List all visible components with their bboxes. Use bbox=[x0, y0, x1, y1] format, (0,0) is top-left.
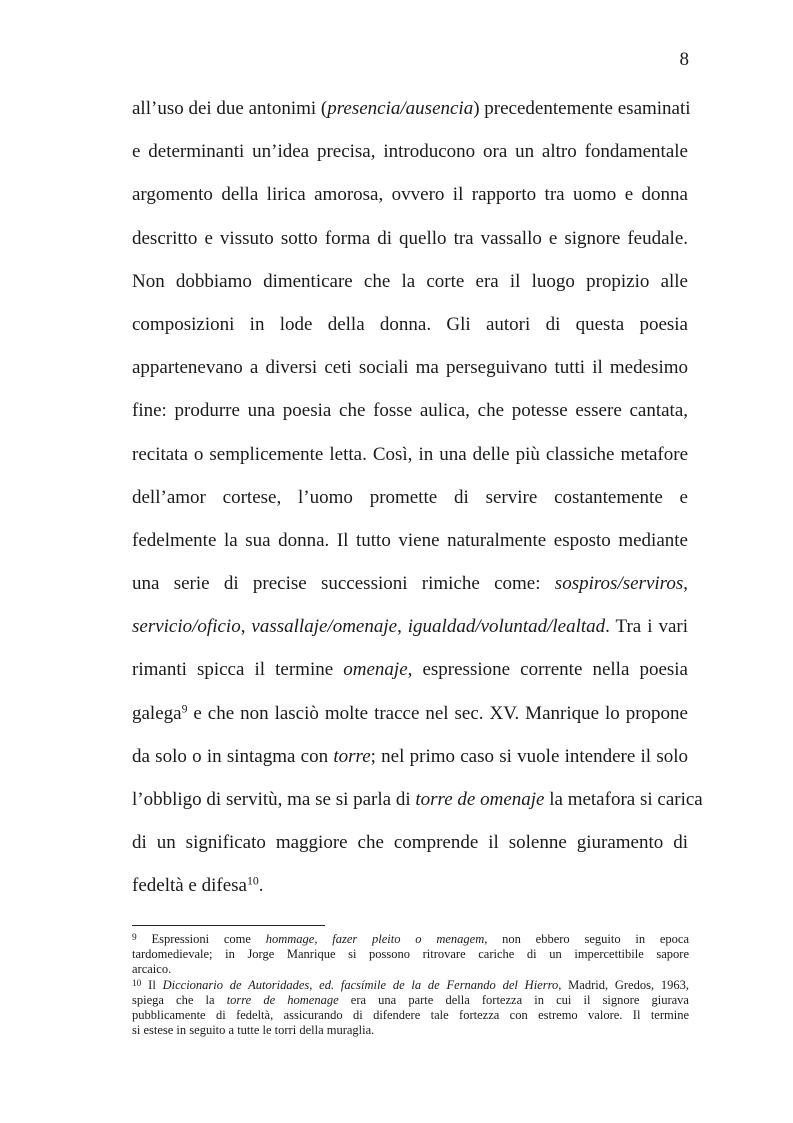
body-line: fine: produrre una poesia che fosse aulica, che potesse essere cantata, bbox=[132, 400, 688, 422]
body-line: appartenevano a diversi ceti sociali ma perseguivano tutti il medesimo bbox=[132, 357, 688, 379]
page-number: 8 bbox=[679, 49, 689, 70]
body-line: galega$^9$ e che non lasciò molte tracce nel sec. XV. Manrique lo propone bbox=[132, 702, 688, 724]
italic-text: sospiros/serviros bbox=[554, 573, 684, 595]
italic-text: Diccionario de Autoridades, ed. facsímile de la de Fernando del Hierro bbox=[162, 977, 559, 992]
body-line: di un significato maggiore che comprende il solenne giuramento di bbox=[132, 832, 688, 854]
footnote-line: tardomedievale; in Jorge Manrique si possono ritrovare cariche di un impercettibile sapore bbox=[132, 947, 689, 962]
body-line: dell’amor cortese, l’uomo promette di servire costantemente e bbox=[132, 486, 688, 508]
body-line: da solo o in sintagma con torre; nel primo caso si vuole intendere il solo bbox=[132, 745, 689, 767]
body-line: all’uso dei due antonimi (presencia/ausencia) precedentemente esaminati bbox=[132, 98, 691, 119]
body-line: fedelmente la sua donna. Il tutto viene naturalmente esposto mediante bbox=[132, 529, 688, 551]
italic-text: torre de homenage bbox=[226, 992, 339, 1007]
italic-text: torre de omenaje bbox=[415, 789, 545, 810]
footnote-line: spiega che la torre de homenage era una parte della fortezza in cui il signore giurava bbox=[132, 992, 689, 1007]
italic-text: presencia/ausencia bbox=[327, 98, 474, 119]
body-text bbox=[132, 87, 703, 908]
footnote-line: arcaico. bbox=[132, 962, 172, 977]
footnote-marker: 10 bbox=[132, 978, 142, 989]
body-line: recitata o semplicemente letta. Così, in una delle più classiche metafore bbox=[132, 443, 688, 465]
body-line: e determinanti un’idea precisa, introducono ora un altro fondamentale bbox=[132, 141, 688, 163]
body-line: argomento della lirica amorosa, ovvero il rapporto tra uomo e donna bbox=[132, 184, 688, 206]
body-line: descritto e vissuto sotto forma di quello tra vassallo e signore feudale. bbox=[132, 227, 688, 249]
body-line: servicio/oficio, vassallaje/omenaje, igualdad/voluntad/lealtad. Tra i vari bbox=[132, 616, 688, 638]
footnote-line: $^9$ Espressioni come hommage, fazer pleito o menagem, non ebbero seguito in epoca bbox=[132, 932, 689, 946]
body-line: una serie di precise successioni rimiche come: sospiros/serviros, bbox=[132, 573, 688, 595]
footnote-marker: 9 bbox=[132, 933, 137, 944]
italic-text: igualdad/voluntad/lealtad bbox=[407, 616, 606, 638]
italic-text: servicio/oficio bbox=[132, 616, 241, 638]
footnote-marker: 10 bbox=[246, 874, 259, 888]
footnote-line: pubblicamente di fedeltà, assicurando di difendere tale fortezza con estremo valore. Il termine bbox=[132, 1007, 689, 1022]
body-line: Non dobbiamo dimenticare che la corte era il luogo propizio alle bbox=[132, 270, 688, 292]
body-line: l’obbligo di servitù, ma se si parla di torre de omenaje la metafora si carica bbox=[132, 789, 703, 810]
body-line: composizioni in lode della donna. Gli autori di questa poesia bbox=[132, 313, 688, 335]
italic-text: vassallaje/omenaje bbox=[251, 616, 398, 638]
italic-text: omenaje bbox=[343, 659, 408, 681]
footnote-line: si estese in seguito a tutte le torri della muraglia. bbox=[132, 1023, 375, 1038]
body-line: fedeltà e difesa$^{10}$. bbox=[132, 874, 264, 897]
italic-text: torre bbox=[333, 745, 371, 767]
footnotes bbox=[132, 932, 689, 1038]
footnote-line: $^{10}$ Il Diccionario de Autoridades, ed. facsímile de la de Fernando del Hierro, Madrid, Gredos, 1963, bbox=[132, 977, 690, 992]
body-line: rimanti spicca il termine omenaje, espressione corrente nella poesia bbox=[132, 659, 688, 681]
footnote-marker: 9 bbox=[181, 702, 188, 716]
italic-text: hommage, fazer pleito o menagem bbox=[265, 932, 485, 946]
footnote-separator bbox=[132, 925, 325, 926]
